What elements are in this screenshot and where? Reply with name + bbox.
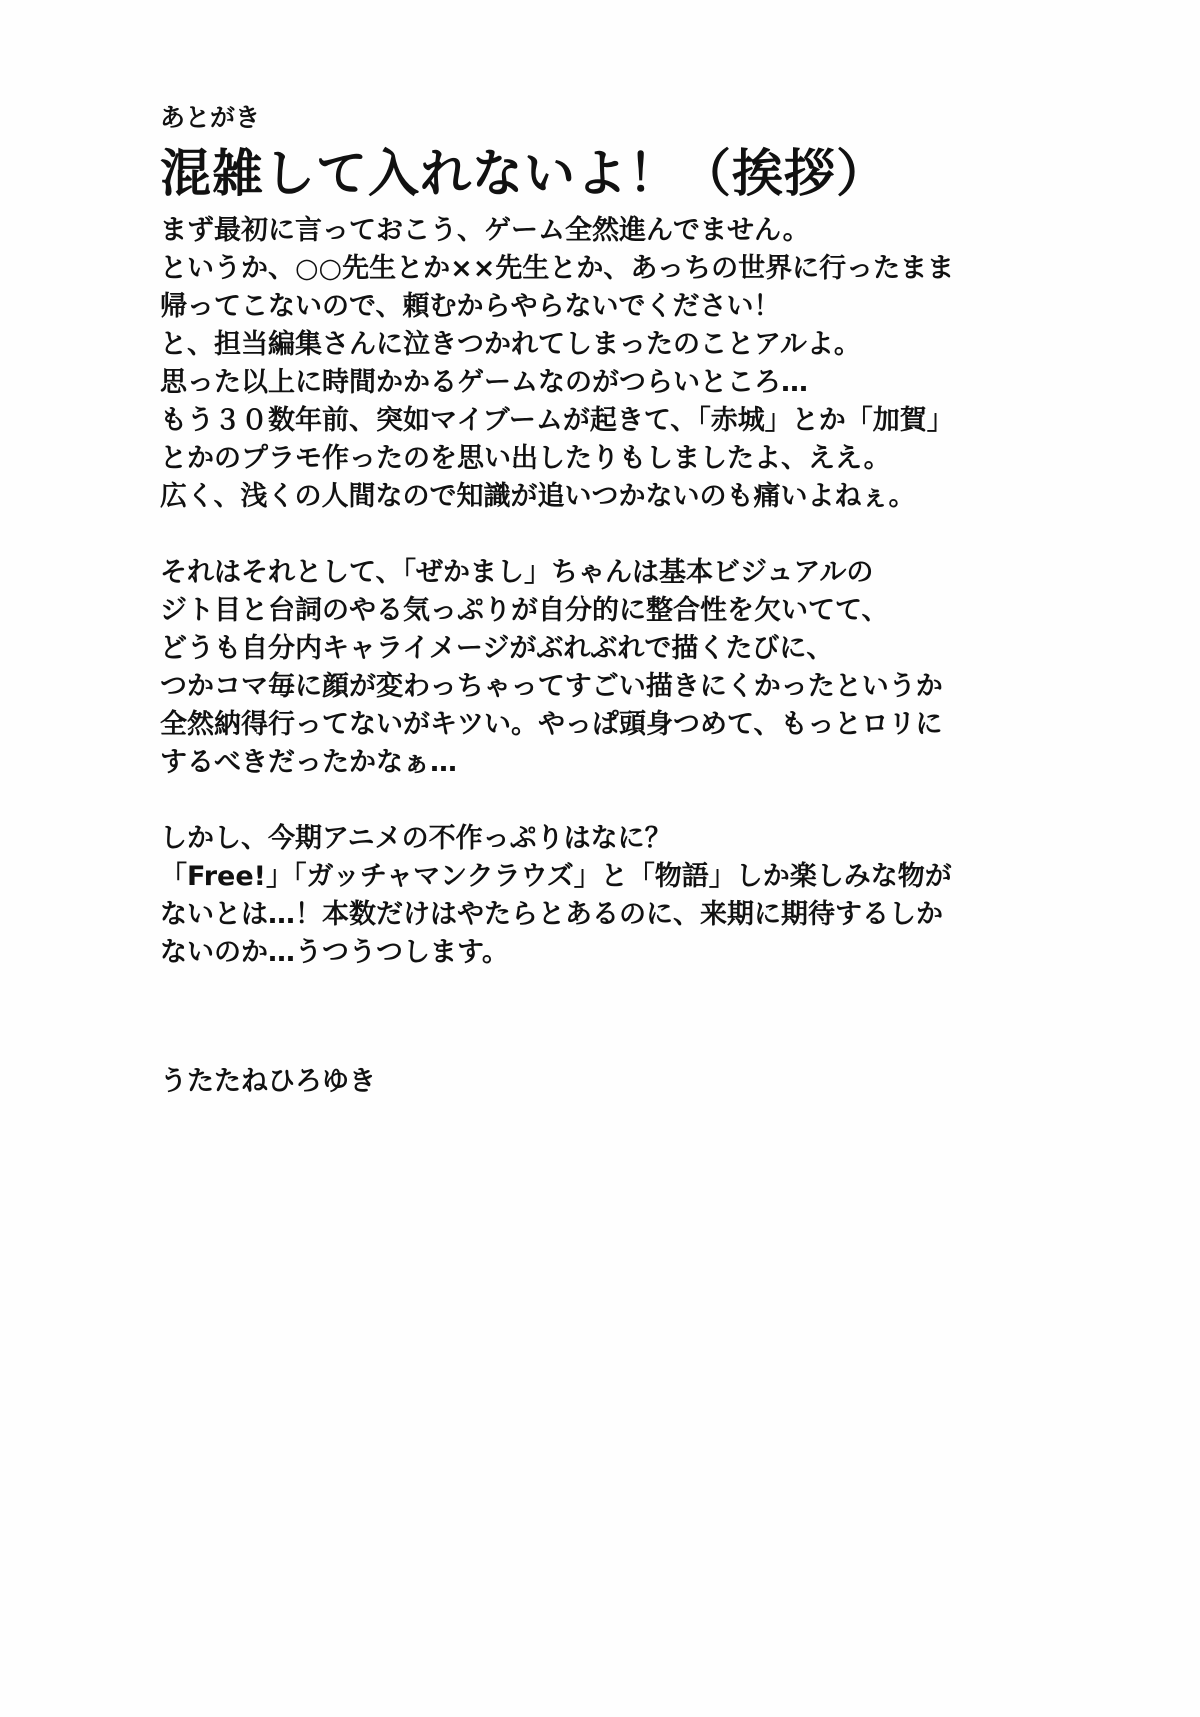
text-line: ジト目と台詞のやる気っぷりが自分的に整合性を欠いてて、	[160, 595, 889, 626]
text-line: ないとは…！本数だけはやたらとあるのに、来期に期待するしか	[160, 899, 943, 930]
text-line: ないのか…うつうつします。	[160, 937, 509, 968]
text-line: つかコマ毎に顔が変わっちゃってすごい描きにくかったというか	[160, 671, 943, 702]
text-line: 思った以上に時間かかるゲームなのがつらいところ…	[160, 367, 808, 398]
text-line: と、担当編集さんに泣きつかれてしまったのことアルよ。	[160, 329, 861, 360]
text-line: するべきだったかなぁ…	[160, 747, 457, 778]
paragraph-1	[160, 212, 1040, 516]
paragraph-2	[160, 554, 1040, 782]
text-line: 「Free!」「ガッチャマンクラウズ」と「物語」しか楽しみな物が	[160, 861, 952, 892]
paragraph-spacer	[160, 516, 1040, 554]
afterword-content	[160, 100, 1040, 972]
paragraph-spacer	[160, 782, 1040, 820]
text-line: しかし、今期アニメの不作っぷりはなに？	[160, 823, 672, 854]
text-line: どうも自分内キャライメージがぶれぶれで描くたびに、	[160, 633, 834, 664]
text-line: もう３０数年前、突如マイブームが起きて、「赤城」とか「加賀」	[160, 405, 954, 436]
text-line: というか、○○先生とか××先生とか、あっちの世界に行ったまま	[160, 253, 955, 284]
text-line: とかのプラモ作ったのを思い出したりもしましたよ、ええ。	[160, 443, 891, 474]
section-label: あとがき	[160, 103, 261, 132]
headline: 混雑して入れないよ！（挨拶）	[160, 145, 889, 204]
paragraph-3	[160, 820, 1040, 972]
text-line: 広く、浅くの人間なので知識が追いつかないのも痛いよねぇ。	[160, 481, 916, 512]
author-signature: うたたねひろゆき	[160, 1066, 376, 1097]
text-line: 全然納得行ってないがキツい。やっぱ頭身つめて、もっとロリに	[160, 709, 943, 740]
text-line: それはそれとして、「ぜかまし」ちゃんは基本ビジュアルの	[160, 557, 874, 588]
text-line: 帰ってこないので、頼むからやらないでください！	[160, 291, 781, 322]
text-line: まず最初に言っておこう、ゲーム全然進んでません。	[160, 215, 810, 246]
